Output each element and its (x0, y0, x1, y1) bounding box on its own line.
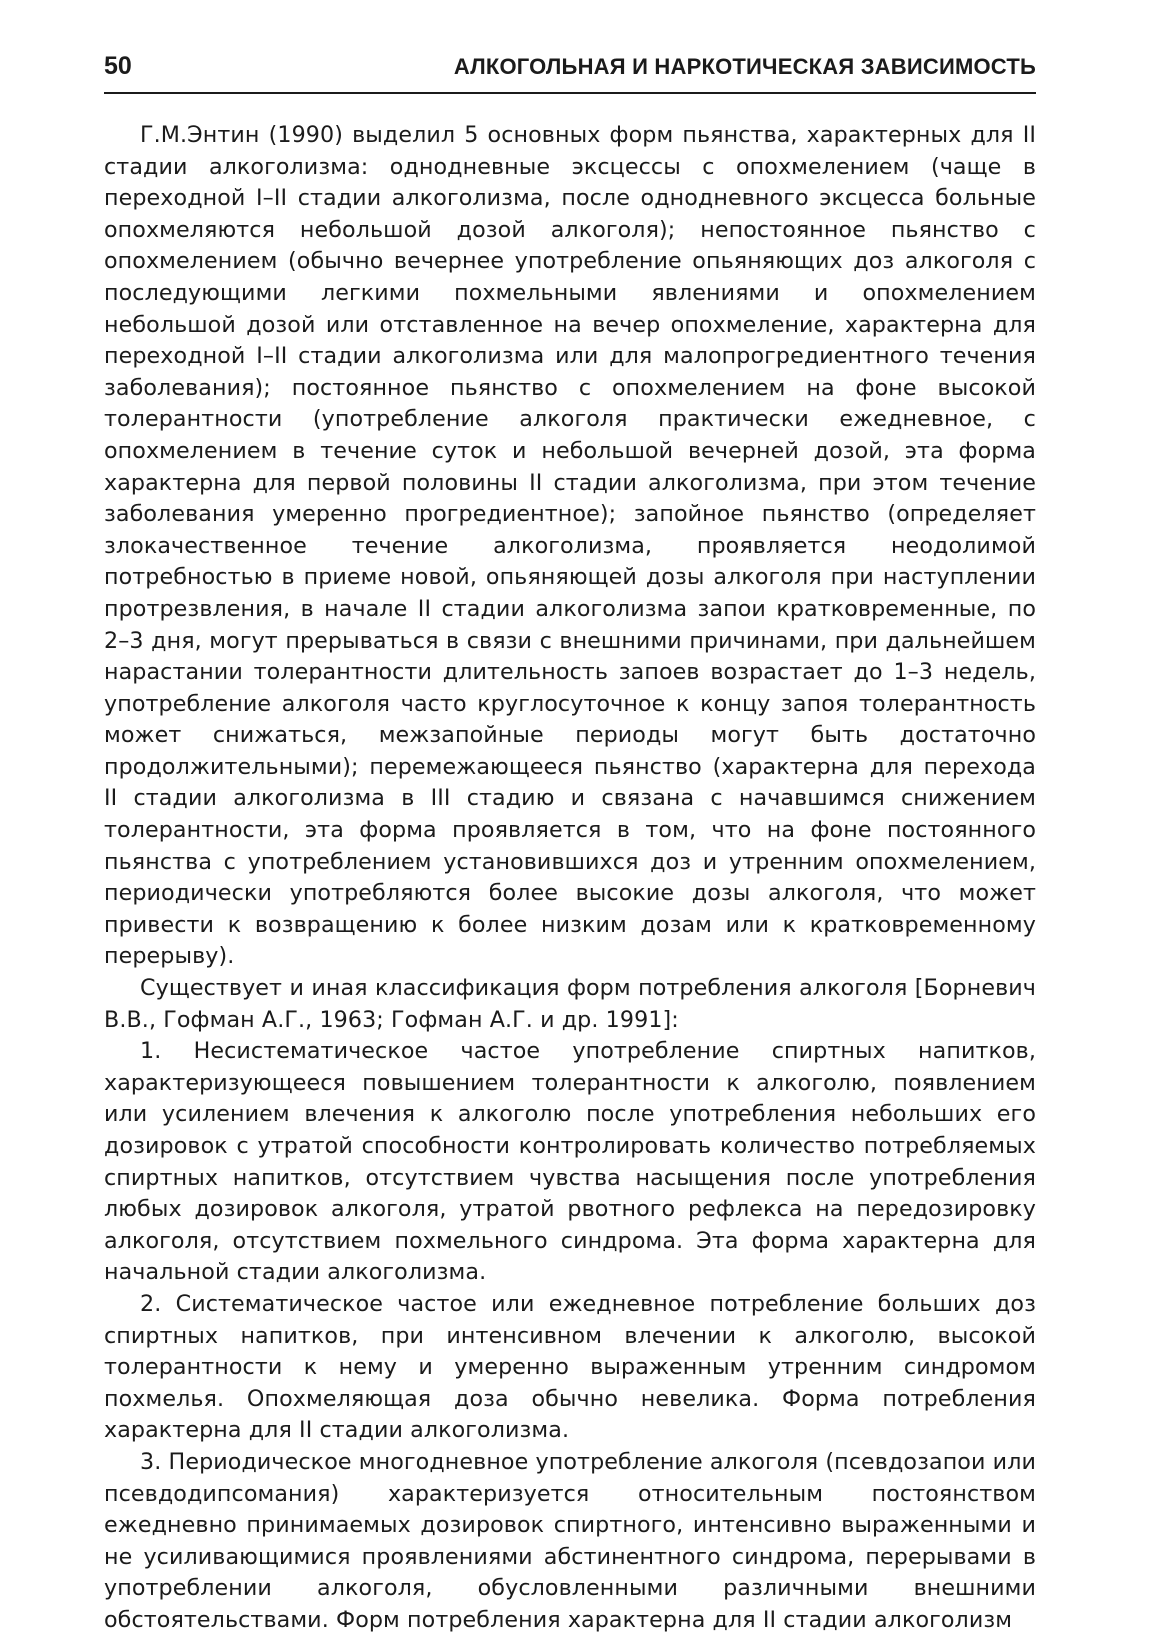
page-number: 50 (104, 52, 132, 80)
list-item-1: 1. Несистематическое частое употребление спиртных напитков, характеризующееся повышением толерантности к алкоголю, появлением или усилением влечения к алкоголю после употребления небольших его дозировок с утратой способности контролировать количество потребляемых спиртных напитков, отсутствием чувства насыщения после употребления любых дозировок алкоголя, утратой рвотного рефлекса на передозировку алкоголя, отсутствием похмельного синдрома. Эта форма характерна для начальной стадии алкоголизма. (104, 1038, 1036, 1286)
list-item-3: 3. Периодическое многодневное употребление алкоголя (псевдозапои или псевдодипсомания) характеризуется относительным постоянством ежедневно принимаемых дозировок спиртного, интенсивно выраженными и не усиливающимися проявлениями абстинентного синдрома, перерывами в употреблении алкоголя, обусловленными различными внешними обстоятельствами. Форм потребления характерна для II стадии алкоголизм (104, 1448, 1036, 1633)
paragraph-entin-forms: Г.М.Энтин (1990) выделил 5 основных форм пьянства, характерных для II стадии алкоголизма: однодневные эксцессы с опохмелением (чаще в переходной I–II стадии алкоголизма, после однодневного эксцесса больные опохмеляются небольшой дозой алкоголя); непостоянное пьянство с опохмелением (обычно вечернее употребление опьяняющих доз алкоголя с последующими легкими похмельными явлениями и опохмелением небольшой дозой или отставленное на вечер опохмеление, характерна для переходной I–II стадии алкоголизма или для малопрогредиентного течения заболевания); постоянное пьянство с опохмелением на фоне высокой толерантности (употребление алкоголя практически ежедневное, с опохмелением в течение суток и небольшой вечерней дозой, эта форма характерна для первой половины II стадии алкоголизма, при этом течение заболевания умеренно прогредиентное); запойное пьянство (определяет злокачественное течение алкоголизма, проявляется неодолимой потребностью в приеме новой, опьяняющей дозы алкоголя при наступлении протрезвления, в начале II стадии алкоголизма запои кратковременные, по 2–3 дня, могут прерываться в связи с внешними причинами, при дальнейшем нарастании толерантности длительность запоев возрастает до 1–3 недель, употребление алкоголя часто круглосуточное к концу запоя толерантность может снижаться, межзапойные периоды могут быть достаточно продолжительными); перемежающееся пьянство (характерна для перехода II стадии алкоголизма в III стадию и связана с начавшимся снижением толерантности, эта форма проявляется в том, что на фоне постоянного пьянства с употреблением установившихся доз и утренним опохмелением, периодически употребляются более высокие дозы алкоголя, что может привести к возвращению к более низким дозам или к кратковременному перерыву). (104, 122, 1036, 970)
paragraph-classification-intro: Существует и иная классификация форм потребления алкоголя [Борневич В.В., Гофман А.Г., 1963; Гофман А.Г. и др. 1991]: (104, 975, 1036, 1033)
running-title: АЛКОГОЛЬНАЯ И НАРКОТИЧЕСКАЯ ЗАВИСИМОСТЬ (453, 54, 1036, 79)
body-text (104, 120, 1036, 1637)
list-item-2: 2. Систематическое частое или ежедневное потребление больших доз спиртных напитков, при интенсивном влечении к алкоголю, высокой толерантности к нему и умеренно выраженным утренним синдромом похмелья. Опохмеляющая доза обычно невелика. Форма потребления характерна для II стадии алкоголизма. (104, 1290, 1036, 1444)
running-head (104, 52, 1036, 94)
book-page (104, 52, 1036, 1637)
